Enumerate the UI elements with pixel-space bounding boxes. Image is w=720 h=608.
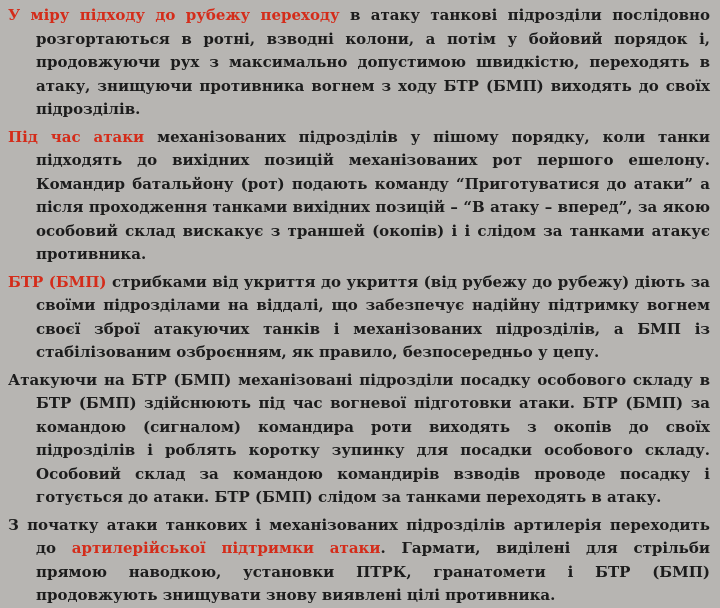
paragraph-text: Атакуючи на БТР (БМП) механізовані підрозділи посадку особового складу в БТР (БМП) здійснюють під час вогневої підготовки атаки. БТР (БМП) за командою (сигналом) командира роти виходять з окопів до своїх підрозділів і роблять коротку зупинку для посадки особового складу. Особовий склад за командою командирів взводів проводе посадку і готується до атаки. БТР (БМП) слідом за танками переходять в атаку. <box>8 370 710 506</box>
paragraph-artillery <box>8 514 710 608</box>
paragraph-text: в атаку танкові підрозділи послідовно розгортаються в ротні, взводні колони, а потім у бойовий порядок і, продовжуючи рух з максимально допустимою швидкістю, переходять в атаку, знищуючи противника вогнем з ходу БТР (БМП) виходять до своїх підрозділів. <box>36 6 710 118</box>
paragraph-attack-on-foot <box>8 126 710 267</box>
highlight-phrase: артилерійської підтримки атаки <box>71 539 381 557</box>
paragraph-btr-bmp <box>8 271 710 365</box>
paragraph-text: механізованих підрозділів у пішому порядку, коли танки підходять до вихідних позицій механізованих рот першого ешелону. Командир батальйону (рот) подають команду “Приготуватися до атаки” а після проходження танками вихідних позицій – “В атаку – вперед”, за якою особовий склад вискакує з траншей (окопів) і і слідом за танками атакує противника. <box>36 127 711 263</box>
paragraph-text: стрибками від укриття до укриття (від рубежу до рубежу) діють за своїми підрозділами на віддалі, що забезпечує надійну підтримку вогнем своєї зброї атакуючих танків і механізованих підрозділів, а БМП із стабілізованим озброєнням, як правило, безпосередньо у цепу. <box>36 272 710 361</box>
highlight-phrase: Під час атаки <box>8 127 145 146</box>
paragraph-advance <box>8 4 710 122</box>
highlight-phrase: У міру підходу до рубежу переходу <box>8 6 340 24</box>
highlight-phrase: БТР (БМП) <box>8 272 107 291</box>
paragraph-mounted-attack <box>8 369 710 510</box>
paragraph-text: . Гармати, виділені для стрільби прямою наводкою, установки ПТРК, гранатомети і БТР (БМП) продовжують знищувати знову виявлені цілі противника. <box>36 539 710 604</box>
paragraph-text-before: З початку атаки танкових і механізованих підрозділів артилерія переходить до <box>8 515 710 557</box>
